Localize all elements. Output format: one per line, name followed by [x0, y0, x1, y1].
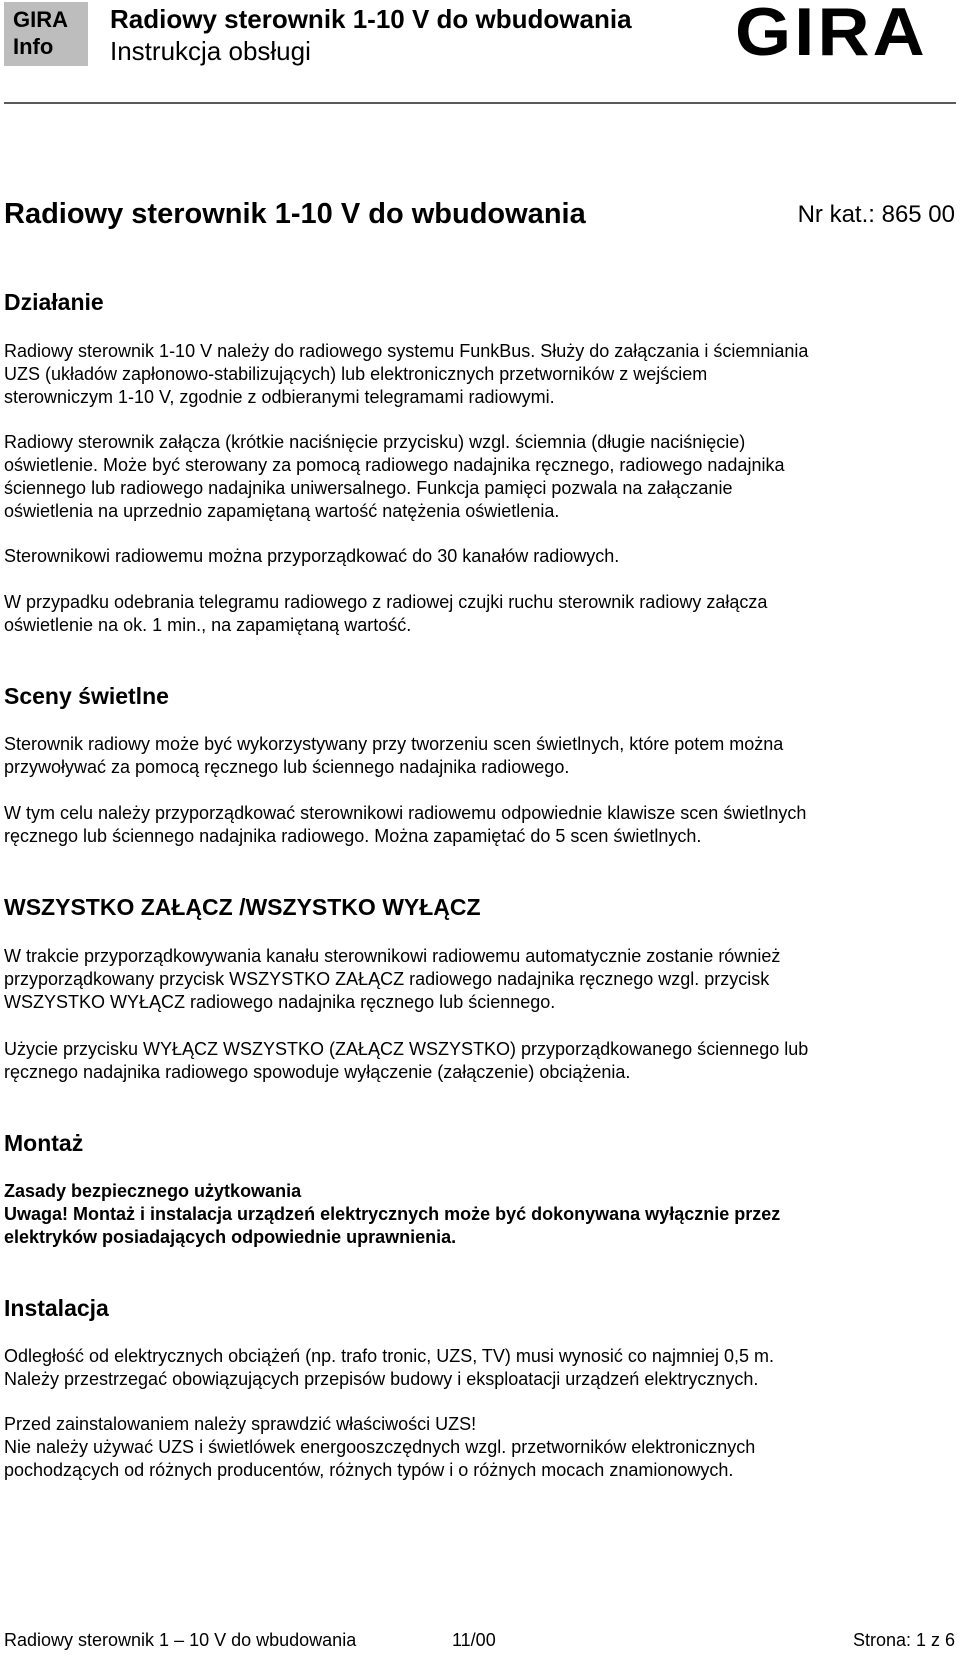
paragraph-line: Uwaga! Montaż i instalacja urządzeń elektrycznych może być dokonywana wyłącznie przez: [4, 1204, 781, 1224]
gira-logo: GIRA: [735, 0, 928, 70]
section-heading-instalacja: Instalacja: [4, 1295, 109, 1321]
paragraph-line: przyporządkowany przycisk WSZYSTKO ZAŁĄCZ radiowego nadajnika ręcznego wzgl. przycisk: [4, 969, 770, 989]
footer-document-name: Radiowy sterownik 1 – 10 V do wbudowania: [4, 1630, 357, 1650]
paragraph-line: Radiowy sterownik 1-10 V należy do radiowego systemu FunkBus. Służy do załączania i ściemniania: [4, 341, 809, 361]
footer-page-number: Strona: 1 z 6: [852, 1630, 955, 1650]
safety-paragraph: [4, 1180, 954, 1249]
paragraph: [4, 802, 954, 848]
header-divider: [4, 102, 956, 104]
paragraph-line: W tym celu należy przyporządkować sterownikowi radiowemu odpowiednie klawisze scen świetlnych: [4, 803, 807, 823]
header-title: Radiowy sterownik 1-10 V do wbudowania: [110, 4, 632, 34]
header-subtitle: Instrukcja obsługi: [110, 36, 311, 66]
paragraph-line: oświetlenie na ok. 1 min., na zapamiętaną wartość.: [4, 615, 412, 635]
paragraph: [4, 1413, 954, 1482]
paragraph-line: przywoływać za pomocą ręcznego lub ściennego nadajnika radiowego.: [4, 757, 570, 777]
paragraph-line: UZS (układów zapłonowo-stabilizujących) lub elektronicznych przetworników z wejściem: [4, 364, 708, 384]
paragraph-line: sterowniczym 1-10 V, zgodnie z odbieranymi telegramami radiowymi.: [4, 387, 555, 407]
badge-line-1: GIRA: [13, 7, 68, 32]
paragraph-line: Sterownikowi radiowemu można przyporządkować do 30 kanałów radiowych.: [4, 546, 620, 566]
section-heading-wszystko: WSZYSTKO ZAŁĄCZ /WSZYSTKO WYŁĄCZ: [4, 894, 481, 920]
paragraph: [4, 733, 954, 779]
paragraph: [4, 340, 954, 409]
paragraph-line: W przypadku odebrania telegramu radiowego z radiowej czujki ruchu sterownik radiowy załącza: [4, 592, 768, 612]
paragraph-line: Sterownik radiowy może być wykorzystywany przy tworzeniu scen świetlnych, które potem można: [4, 734, 784, 754]
paragraph-line: oświetlenie. Może być sterowany za pomocą radiowego nadajnika ręcznego, radiowego nadajnika: [4, 455, 785, 475]
paragraph: [4, 945, 954, 1014]
paragraph-line: Należy przestrzegać obowiązujących przepisów budowy i eksploatacji urządzeń elektrycznych.: [4, 1369, 759, 1389]
paragraph-line: Użycie przycisku WYŁĄCZ WSZYSTKO (ZAŁĄCZ WSZYSTKO) przyporządkowanego ściennego lub: [4, 1039, 809, 1059]
paragraph-line: oświetlenia na uprzednio zapamiętaną wartość natężenia oświetlenia.: [4, 501, 560, 521]
paragraph-line: Radiowy sterownik załącza (krótkie naciśnięcie przycisku) wzgl. ściemnia (długie naciśnięcie): [4, 432, 746, 452]
section-heading-montaz: Montaż: [4, 1130, 84, 1156]
paragraph: [4, 1345, 954, 1391]
paragraph-line: ręcznego nadajnika radiowego spowoduje wyłączenie (załączenie) obciążenia.: [4, 1062, 631, 1082]
paragraph: [4, 431, 954, 523]
paragraph: [4, 1038, 954, 1084]
paragraph-line: Nie należy używać UZS i świetlówek energooszczędnych wzgl. przetworników elektronicznych: [4, 1437, 756, 1457]
footer-date: 11/00: [452, 1630, 496, 1650]
paragraph: [4, 591, 954, 637]
gira-info-badge: [4, 2, 88, 66]
paragraph-line: Zasady bezpiecznego użytkowania: [4, 1181, 302, 1201]
paragraph-line: pochodzących od różnych producentów, różnych typów i o różnych mocach znamionowych.: [4, 1460, 734, 1480]
paragraph-line: W trakcie przyporządkowywania kanału sterownikowi radiowemu automatycznie zostanie również: [4, 946, 781, 966]
paragraph-line: Przed zainstalowaniem należy sprawdzić właściwości UZS!: [4, 1414, 477, 1434]
section-heading-dzialanie: Działanie: [4, 289, 104, 315]
paragraph: [4, 545, 954, 568]
badge-line-2: Info: [13, 34, 54, 59]
document-title: Radiowy sterownik 1-10 V do wbudowania: [4, 198, 586, 230]
paragraph-line: ściennego lub radiowego nadajnika uniwersalnego. Funkcja pamięci pozwala na załączanie: [4, 478, 733, 498]
paragraph-line: Odległość od elektrycznych obciążeń (np. trafo tronic, UZS, TV) musi wynosić co najmniej 0,5 m.: [4, 1346, 774, 1366]
paragraph-line: WSZYSTKO WYŁĄCZ radiowego nadajnika ręcznego lub ściennego.: [4, 992, 556, 1012]
catalog-number: Nr kat.: 865 00: [797, 201, 955, 228]
paragraph-line: elektryków posiadających odpowiednie uprawnienia.: [4, 1227, 457, 1247]
section-heading-sceny: Sceny świetlne: [4, 683, 169, 709]
paragraph-line: ręcznego lub ściennego nadajnika radiowego. Można zapamiętać do 5 scen świetlnych.: [4, 826, 702, 846]
